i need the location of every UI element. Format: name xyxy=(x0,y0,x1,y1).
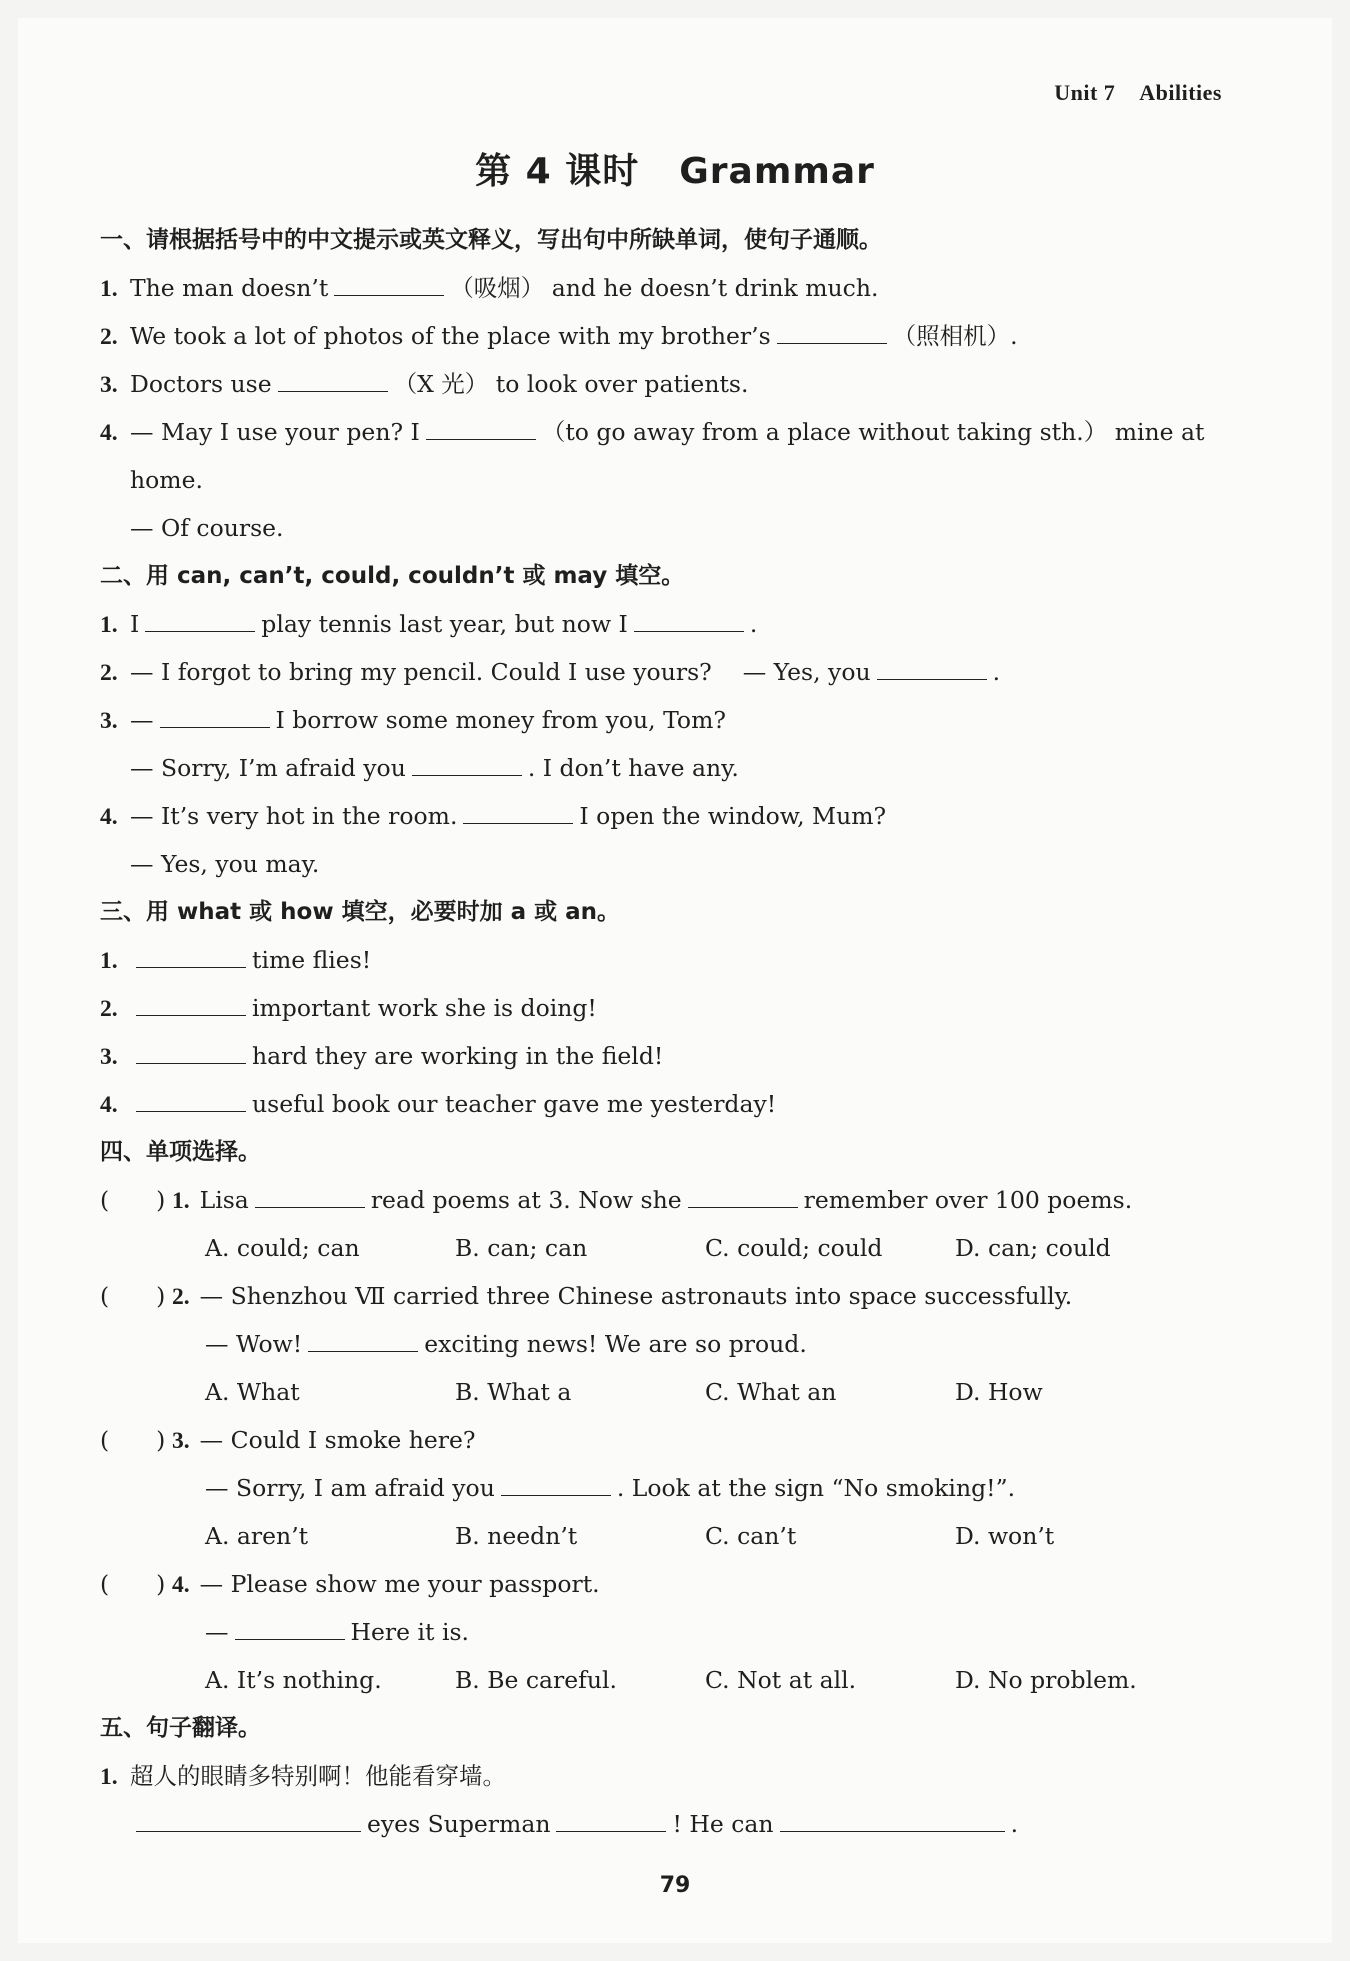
answer-blank[interactable] xyxy=(334,267,444,296)
option-c[interactable]: C. Not at all. xyxy=(705,1666,857,1694)
answer-blank[interactable] xyxy=(688,1179,798,1208)
option-c[interactable]: C. could; could xyxy=(705,1234,883,1262)
s1-question-4: 4. — May I use your pen? I （to go away from a place without taking sth.） mine at xyxy=(100,408,1270,456)
answer-blank[interactable] xyxy=(634,603,744,632)
option-d[interactable]: D. How xyxy=(955,1378,1043,1406)
answer-blank[interactable] xyxy=(501,1467,611,1496)
unit-label: Unit 7 xyxy=(1054,80,1116,105)
answer-blank[interactable] xyxy=(255,1179,365,1208)
option-a[interactable]: A. It’s nothing. xyxy=(205,1666,382,1694)
answer-parentheses[interactable]: ( ) xyxy=(100,1570,166,1598)
page-number: 79 xyxy=(659,1873,691,1898)
option-d[interactable]: D. won’t xyxy=(955,1522,1055,1550)
s4-question-2: ( ) 2. — Shenzhou Ⅶ carried three Chinese astronauts into space successfully. xyxy=(100,1272,1270,1320)
answer-blank[interactable] xyxy=(235,1611,345,1640)
section-1-heading: 一、请根据括号中的中文提示或英文释义，写出句中所缺单词，使句子通顺。 xyxy=(100,227,882,253)
s4-q3-options xyxy=(100,1512,1270,1560)
answer-blank[interactable] xyxy=(556,1803,666,1832)
answer-blank[interactable] xyxy=(877,651,987,680)
section-5-heading: 五、句子翻译。 xyxy=(100,1715,261,1741)
answer-parentheses[interactable]: ( ) xyxy=(100,1186,166,1214)
page-title xyxy=(18,143,1332,194)
worksheet-page xyxy=(18,18,1332,1943)
running-header xyxy=(1054,80,1222,106)
s4-question-4-cont: — Here it is. xyxy=(100,1608,1270,1656)
answer-blank[interactable] xyxy=(136,939,246,968)
s1-question-3: 3. Doctors use （X 光） to look over patients. xyxy=(100,360,1270,408)
answer-blank[interactable] xyxy=(308,1323,418,1352)
s4-q4-options xyxy=(100,1656,1270,1704)
s2-question-1: 1. I play tennis last year, but now I . xyxy=(100,600,1270,648)
answer-blank[interactable] xyxy=(412,747,522,776)
section-3-heading: 三、用 what 或 how 填空，必要时加 a 或 an。 xyxy=(100,899,621,925)
answer-blank[interactable] xyxy=(463,795,573,824)
s4-q2-options xyxy=(100,1368,1270,1416)
option-a[interactable]: A. What xyxy=(205,1378,300,1406)
option-c[interactable]: C. What an xyxy=(705,1378,837,1406)
option-b[interactable]: B. can; can xyxy=(455,1234,588,1262)
s4-question-3-cont: — Sorry, I am afraid you . Look at the sign “No smoking!”. xyxy=(100,1464,1270,1512)
s2-question-2: 2. — I forgot to bring my pencil. Could I use yours? — Yes, you . xyxy=(100,648,1270,696)
s1-question-2: 2. We took a lot of photos of the place with my brother’s （照相机）. xyxy=(100,312,1270,360)
answer-blank[interactable] xyxy=(278,363,388,392)
answer-blank[interactable] xyxy=(777,315,887,344)
answer-blank[interactable] xyxy=(136,1035,246,1064)
option-a[interactable]: A. aren’t xyxy=(205,1522,309,1550)
s4-question-1: ( ) 1. Lisa read poems at 3. Now she remember over 100 poems. xyxy=(100,1176,1270,1224)
option-d[interactable]: D. can; could xyxy=(955,1234,1111,1262)
s3-question-2: 2. important work she is doing! xyxy=(100,984,1270,1032)
section-4-heading: 四、单项选择。 xyxy=(100,1139,261,1165)
lesson-label: 第 4 课时 xyxy=(475,151,640,192)
answer-blank[interactable] xyxy=(136,987,246,1016)
lesson-subject: Grammar xyxy=(679,151,875,192)
s4-question-3: ( ) 3. — Could I smoke here? xyxy=(100,1416,1270,1464)
answer-blank[interactable] xyxy=(136,1803,361,1832)
option-b[interactable]: B. needn’t xyxy=(455,1522,578,1550)
s3-question-3: 3. hard they are working in the field! xyxy=(100,1032,1270,1080)
s1-question-4-cont: home. xyxy=(130,466,203,494)
answer-parentheses[interactable]: ( ) xyxy=(100,1282,166,1310)
option-c[interactable]: C. can’t xyxy=(705,1522,797,1550)
exercise-content xyxy=(100,216,1270,1848)
s3-question-1: 1. time flies! xyxy=(100,936,1270,984)
s5-question-1-answer: eyes Superman ! He can . xyxy=(100,1800,1270,1848)
section-2-heading: 二、用 can, can’t, could, couldn’t 或 may 填空。 xyxy=(100,563,685,589)
s2-question-3-reply: — Sorry, I’m afraid you . I don’t have any. xyxy=(100,744,1270,792)
s4-question-4: ( ) 4. — Please show me your passport. xyxy=(100,1560,1270,1608)
answer-blank[interactable] xyxy=(160,699,270,728)
s1-question-1: 1. The man doesn’t （吸烟） and he doesn’t drink much. xyxy=(100,264,1270,312)
s5-question-1: 1. 超人的眼睛多特别啊！他能看穿墙。 xyxy=(100,1762,506,1790)
option-d[interactable]: D. No problem. xyxy=(955,1666,1137,1694)
s1-question-4-reply: — Of course. xyxy=(130,514,284,542)
answer-blank[interactable] xyxy=(136,1083,246,1112)
answer-blank[interactable] xyxy=(780,1803,1005,1832)
option-b[interactable]: B. What a xyxy=(455,1378,572,1406)
s4-q1-options xyxy=(100,1224,1270,1272)
s3-question-4: 4. useful book our teacher gave me yesterday! xyxy=(100,1080,1270,1128)
answer-blank[interactable] xyxy=(426,411,536,440)
option-a[interactable]: A. could; can xyxy=(205,1234,360,1262)
s2-question-4: 4. — It’s very hot in the room. I open the window, Mum? xyxy=(100,792,1270,840)
s2-question-4-reply: — Yes, you may. xyxy=(130,850,320,878)
answer-blank[interactable] xyxy=(145,603,255,632)
answer-parentheses[interactable]: ( ) xyxy=(100,1426,166,1454)
unit-topic: Abilities xyxy=(1139,80,1222,105)
option-b[interactable]: B. Be careful. xyxy=(455,1666,617,1694)
s4-question-2-cont: — Wow! exciting news! We are so proud. xyxy=(100,1320,1270,1368)
s2-question-3: 3. — I borrow some money from you, Tom? xyxy=(100,696,1270,744)
